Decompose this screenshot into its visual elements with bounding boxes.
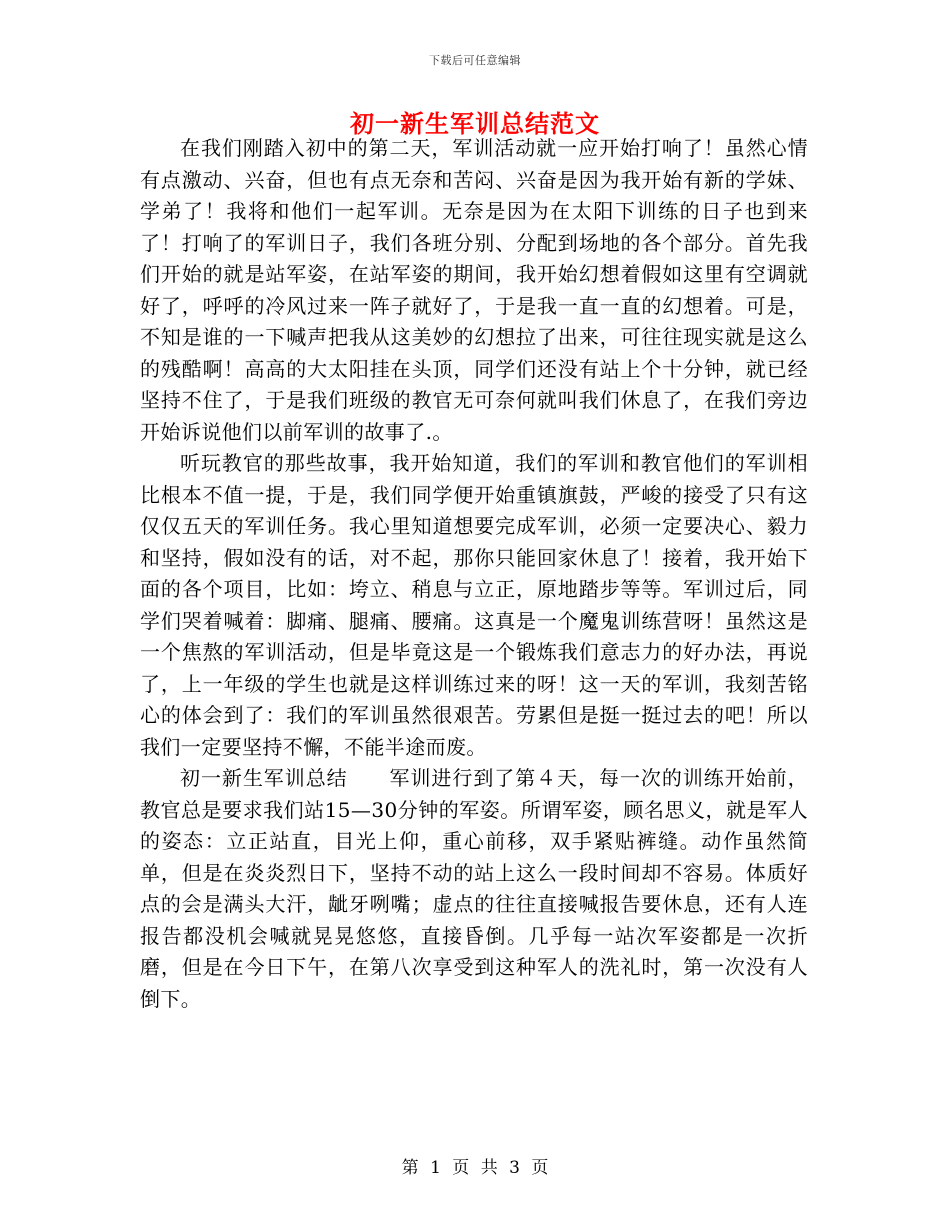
body-paragraph-1: 在我们刚踏入初中的第二天，军训活动就一应开始打响了！虽然心情有点激动、兴奋，但也有点无奈和苦闷、兴奋是因为我开始有新的学妹、学弟了！我将和他们一起军训。无奈是因为在太阳下训练的日子也到来了！打响了的军训日子，我们各班分别、分配到场地的各个部分。首先我们开始的就是站军姿，在站军姿的期间，我开始幻想着假如这里有空调就好了，呼呼的冷风过来一阵子就好了，于是我一直一直的幻想着。可是，不知是谁的一下喊声把我从这美妙的幻想拉了出来，可往往现实就是这么的残酷啊！高高的大太阳挂在头顶，同学们还没有站上个十分钟，就已经坚持不住了，于是我们班级的教官无可奈何就叫我们休息了，在我们旁边开始诉说他们以前军训的故事了.。 xyxy=(140,136,808,444)
document-title: 初一新生军训总结范文 xyxy=(350,109,600,138)
page-number-footer: 第 1 页 共 3 页 xyxy=(401,1158,549,1178)
page-header-note: 下载后可任意编辑 xyxy=(429,54,521,67)
document-body xyxy=(140,133,808,1015)
body-paragraph-2: 听玩教官的那些故事，我开始知道，我们的军训和教官他们的军训相比根本不值一提，于是，我们同学便开始重镇旗鼓，严峻的接受了只有这仅仅五天的军训任务。我心里知道想要完成军训，必须一定要决心、毅力和坚持，假如没有的话，对不起，那你只能回家休息了！接着，我开始下面的各个项目，比如：垮立、稍息与立正，原地踏步等等。军训过后，同学们哭着喊着：脚痛、腿痛、腰痛。这真是一个魔鬼训练营呀！虽然这是一个焦熬的军训活动，但是毕竟这是一个锻炼我们意志力的好办法，再说了，上一年级的学生也就是这样训练过来的呀！这一天的军训，我刻苦铭心的体会到了：我们的军训虽然很艰苦。劳累但是挺一挺过去的吧！所以我们一定要坚持不懈，不能半途而废。 xyxy=(140,451,808,759)
body-paragraph-3: 初一新生军训总结 军训进行到了第４天，每一次的训练开始前，教官总是要求我们站15—30分钟的军姿。所谓军姿，顾名思义，就是军人的姿态：立正站直，目光上仰，重心前移，双手紧贴裤缝。动作虽然简单，但是在炎炎烈日下，坚持不动的站上这么一段时间却不容易。体质好点的会是满头大汗，龇牙咧嘴；虚点的往往直接喊报告要休息，还有人连报告都没机会喊就晃晃悠悠，直接昏倒。几乎每一站次军姿都是一次折磨，但是在今日下午，在第八次享受到这种军人的洗礼时，第一次没有人倒下。 xyxy=(140,766,808,1011)
